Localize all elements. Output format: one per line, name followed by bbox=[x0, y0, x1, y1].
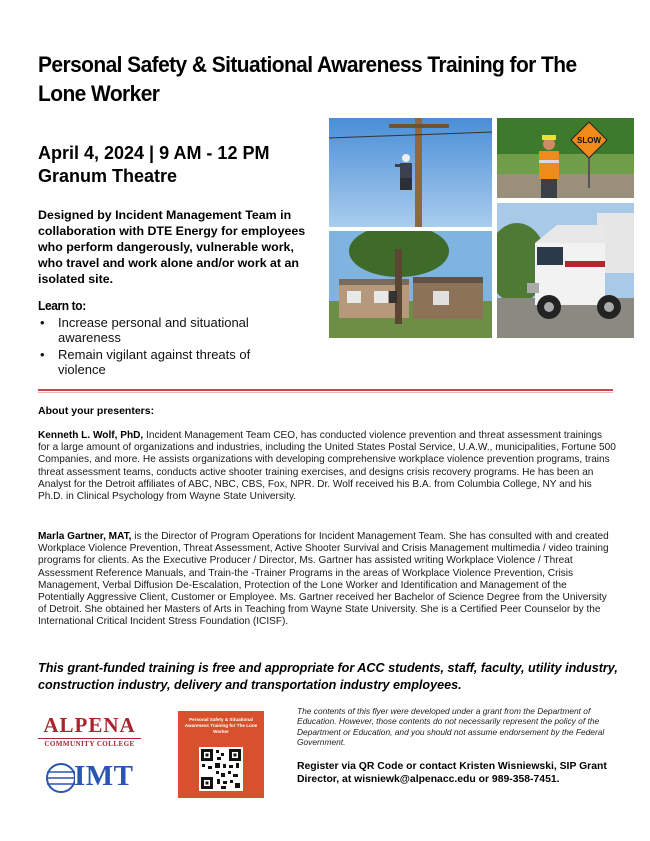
intro-text: Designed by Incident Management Team in collaboration with DTE Energy for employees who perform dangerously, vulnerable work, who travel and work alone and/or work at an isolated site. bbox=[38, 208, 306, 286]
presenter-bio-text: is the Director of Program Operations for Incident Management Team. She has consulted with and created Workplace Violence Prevention, Threat Assessment, Active Shooter Survival and Crisis Management multimedia / video training programs for clients. As the Executive Producer / Director, Ms. Gartner has assisted writing Workplace Violence / Threat Assessment Reference Manuals, and Train-the -Trainer Programs in the areas of Workplace Violence Prevention, Crisis Management, Verbal Diffusion De-Escalation, Protection of the Lone Worker and Identification and Management of the Potentially Aggressive Client, Customer or Employee. Ms. Gartner received her Bachelor of Science Degree from the University of Detroit. She obtained her Masters of Arts in Teaching from Wayne State University. She is a Certified Peer Counselor by the International Critical Incident Stress Foundation (ICISF). bbox=[38, 531, 609, 628]
event-date-time: April 4, 2024 | 9 AM - 12 PM bbox=[38, 143, 270, 163]
registration-contact: Register via QR Code or contact Kristen Wisniewski, SIP Grant Director, at wisniewk@alpenacc.edu or 989-358-7451. bbox=[297, 761, 607, 785]
closing-statement: This grant-funded training is free and appropriate for ACC students, staff, faculty, utility industry, construction industry, delivery and transportation industry employees. bbox=[38, 661, 618, 692]
learn-item-text: Remain vigilant against threats of violence bbox=[58, 347, 251, 377]
semi-truck-photo bbox=[497, 203, 634, 338]
learn-item-text: Increase personal and situational awareness bbox=[58, 315, 249, 345]
presenter-bio-text: Incident Management Team CEO, has conducted violence prevention and threat assessment trainings for a large amount of organizations and industries, including the United States Postal Service, U.A.W., municipalities, Fortune 500 Companies, and more. He assists organizations with developing comprehensive workplace violence prevention programs, trains threat assessment teams, conducts active shooter training exercises, and designs crisis recovery programs. He has been an Analyst for the Detroit affiliates of ABC, NBC, CBS, Fox, NPR. Dr. Wolf received his B.A. from Columbia College, NY and his Ph.D. in Clinical Psychology from Wayne State University. bbox=[38, 430, 616, 503]
college-name: ALPENA bbox=[43, 713, 136, 737]
learn-heading: Learn to: bbox=[38, 298, 86, 313]
divider bbox=[38, 392, 613, 393]
building-tree-photo bbox=[329, 231, 492, 338]
bullet: • bbox=[40, 315, 45, 330]
list-item bbox=[38, 347, 288, 377]
event-info bbox=[38, 142, 269, 188]
qr-flyer-thumbnail[interactable] bbox=[178, 711, 264, 798]
qr-code-icon[interactable] bbox=[199, 747, 243, 791]
divider bbox=[38, 389, 613, 391]
slow-sign-text: SLOW bbox=[577, 136, 601, 145]
presenter-name: Kenneth L. Wolf, PhD, bbox=[38, 430, 144, 441]
flyer-thumbnail-title: Personal Safety & Situational Awareness Training for The Lone Worker bbox=[184, 717, 258, 734]
alpena-college-logo bbox=[38, 715, 141, 748]
imt-logo-text: IMT bbox=[74, 760, 134, 792]
grant-disclaimer: The contents of this flyer were developed under a grant from the Department of Education. However, those contents do not necessarily represent the policy of the Department or Education, and you should not assume endorsement by the Federal Government. bbox=[297, 706, 605, 748]
page-title: Personal Safety & Situational Awareness Training for The Lone Worker bbox=[38, 52, 577, 106]
college-subtitle: COMMUNITY COLLEGE bbox=[38, 738, 141, 748]
list-item bbox=[38, 315, 288, 345]
presenter-name: Marla Gartner, MAT, bbox=[38, 531, 132, 542]
learn-list bbox=[38, 315, 288, 379]
presenter-bio bbox=[38, 531, 616, 629]
lineman-on-pole-photo bbox=[329, 118, 492, 227]
event-location: Granum Theatre bbox=[38, 166, 178, 186]
presenters-heading: About your presenters: bbox=[38, 405, 155, 417]
flagger-slow-sign-photo bbox=[497, 118, 634, 198]
presenter-bio bbox=[38, 430, 616, 503]
bullet: • bbox=[40, 347, 45, 362]
imt-logo bbox=[41, 762, 136, 794]
globe-icon bbox=[41, 762, 75, 794]
